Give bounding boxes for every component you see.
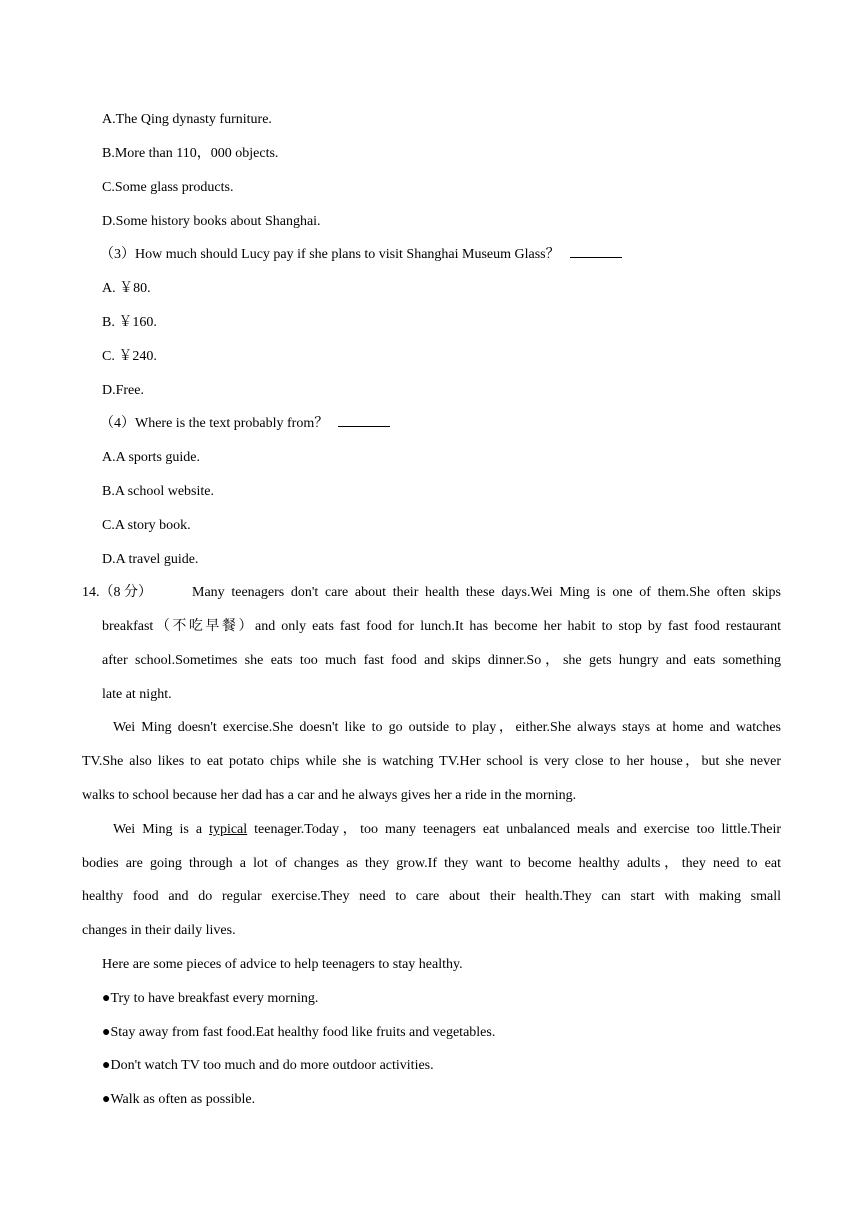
passage-line: breakfast（不吃早餐）and only eats fast food for lunch.It has become her habit to stop by fast food restaurant — [102, 619, 781, 634]
q3-option-c: C. ￥240. — [102, 349, 157, 364]
question-number: 14.（8 分） — [82, 585, 152, 600]
q4-option-a: A.A sports guide. — [102, 450, 200, 465]
q3-stem-text: （3）How much should Lucy pay if she plans to visit Shanghai Museum Glass？ — [100, 247, 560, 262]
q2-option-c: C.Some glass products. — [102, 180, 234, 195]
passage-line: Here are some pieces of advice to help teenagers to stay healthy. — [102, 957, 463, 972]
q2-option-a: A.The Qing dynasty furniture. — [102, 112, 272, 127]
passage-line: after school.Sometimes she eats too much fast food and skips dinner.So，she gets hungry and eats something — [102, 653, 781, 668]
q2-option-b: B.More than 110，000 objects. — [102, 146, 279, 161]
passage-text: teenager.Today，too many teenagers eat unbalanced meals and exercise too little.Their — [247, 822, 781, 837]
q4-stem — [100, 414, 390, 434]
answer-blank — [570, 245, 622, 258]
passage-line — [113, 820, 781, 840]
q4-option-d: D.A travel guide. — [102, 552, 199, 567]
passage-line: walks to school because her dad has a car and he always gives her a ride in the morning. — [82, 788, 577, 803]
passage-line: bodies are going through a lot of changes as they grow.If they want to become healthy adults，they need to eat — [82, 856, 781, 871]
advice-item: ●Walk as often as possible. — [102, 1092, 256, 1107]
q3-option-a: A. ￥80. — [102, 281, 151, 296]
passage-line: Many teenagers don't care about their health these days.Wei Ming is one of them.She often skips — [192, 585, 781, 600]
underlined-word: typical — [209, 822, 248, 837]
answer-blank — [338, 414, 390, 427]
q4-option-c: C.A story book. — [102, 518, 191, 533]
advice-item: ●Don't watch TV too much and do more outdoor activities. — [102, 1058, 434, 1073]
advice-item: ●Stay away from fast food.Eat healthy food like fruits and vegetables. — [102, 1025, 496, 1040]
passage-line: TV.She also likes to eat potato chips while she is watching TV.Her school is very close to her house，but she never — [82, 754, 781, 769]
q4-option-b: B.A school website. — [102, 484, 214, 499]
passage-line: Wei Ming doesn't exercise.She doesn't like to go outside to play，either.She always stays at home and watches — [113, 720, 781, 735]
advice-item: ●Try to have breakfast every morning. — [102, 991, 319, 1006]
passage-line: late at night. — [102, 687, 172, 702]
q3-option-d: D.Free. — [102, 383, 144, 398]
passage-text: Wei Ming is a — [113, 822, 210, 837]
q3-option-b: B. ￥160. — [102, 315, 157, 330]
passage-line: healthy food and do regular exercise.They need to care about their health.They can start with making small — [82, 889, 781, 904]
q2-option-d: D.Some history books about Shanghai. — [102, 214, 321, 229]
passage-line: changes in their daily lives. — [82, 923, 236, 938]
q4-stem-text: （4）Where is the text probably from？ — [100, 416, 329, 431]
q3-stem — [100, 245, 622, 265]
